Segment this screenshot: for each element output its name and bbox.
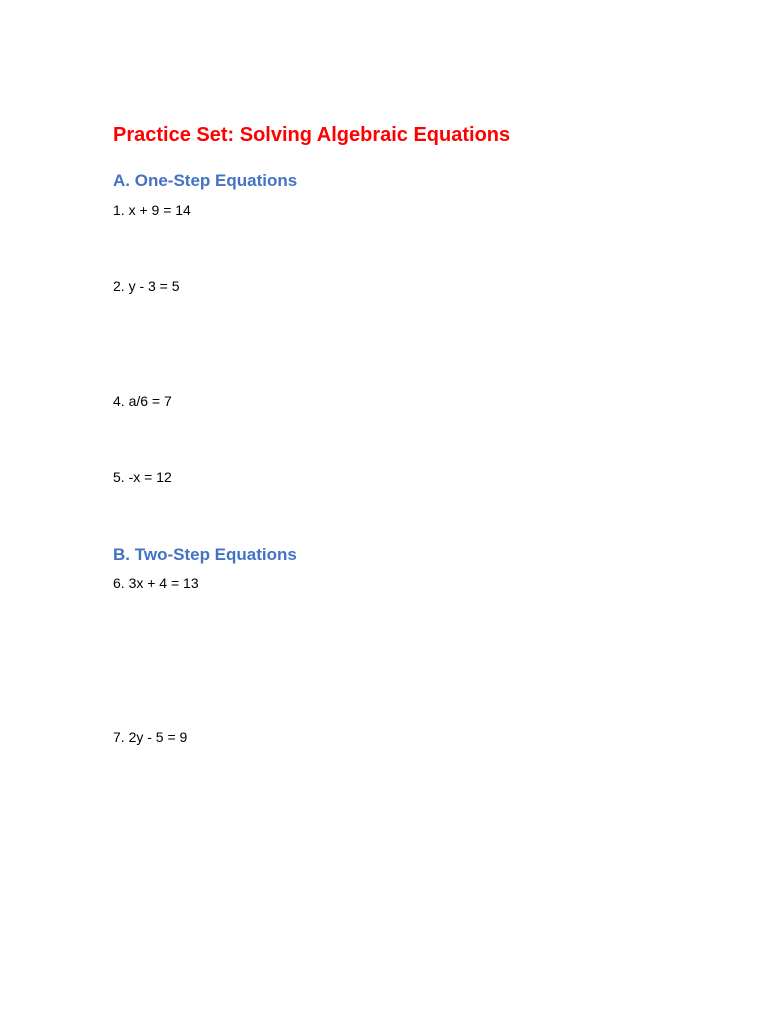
problem-2: 2. y - 3 = 5 [113,278,180,294]
page-title: Practice Set: Solving Algebraic Equations [113,124,511,146]
problem-4: 4. a/6 = 7 [113,393,172,409]
problem-1: 1. x + 9 = 14 [113,202,191,218]
section-heading-one-step: A. One-Step Equations [113,171,298,190]
problem-6: 6. 3x + 4 = 13 [113,575,199,591]
problem-5: 5. -x = 12 [113,469,172,485]
section-heading-two-step: B. Two-Step Equations [113,545,297,564]
problem-7: 7. 2y - 5 = 9 [113,729,188,745]
